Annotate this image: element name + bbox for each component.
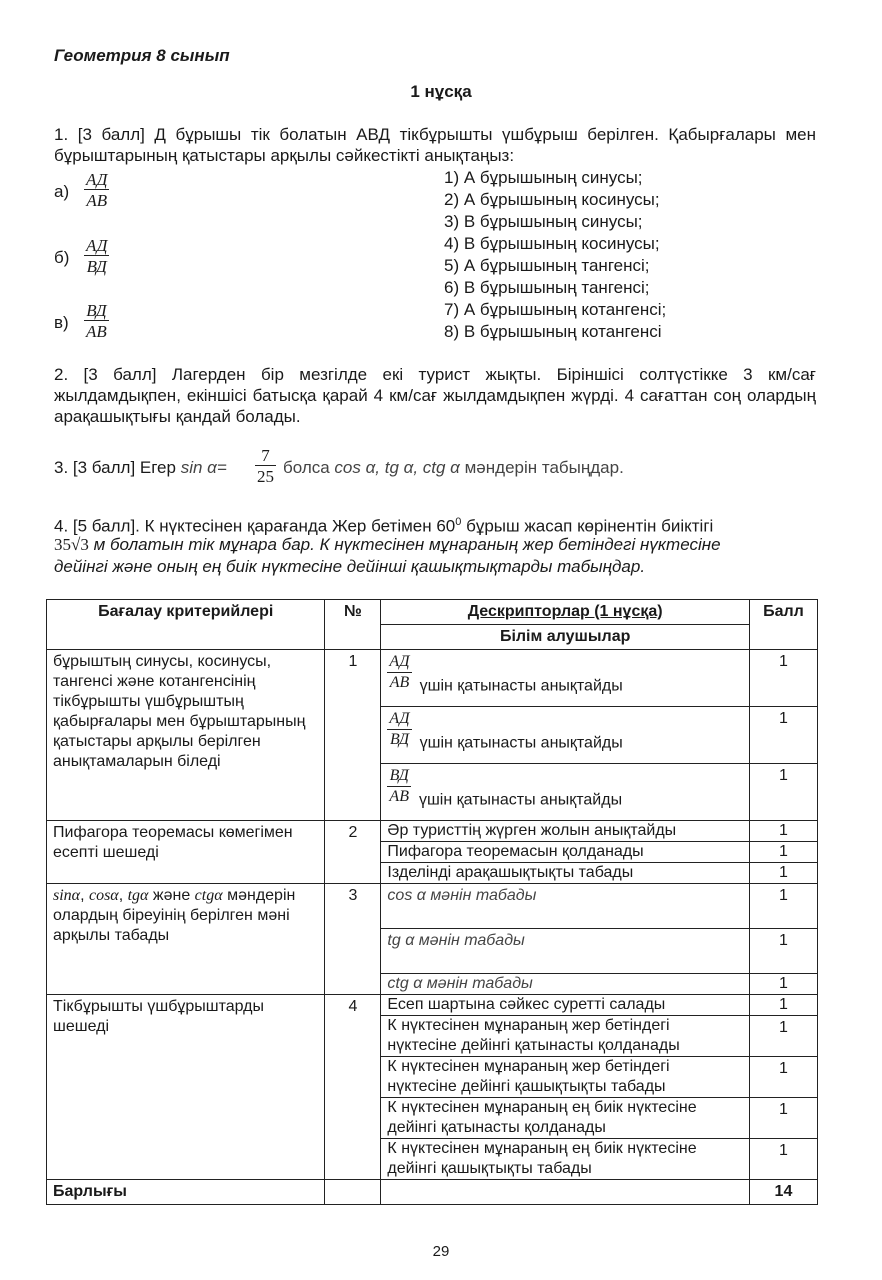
descriptor-fraction bbox=[387, 766, 411, 807]
question-4-line-2 bbox=[54, 535, 721, 555]
question-1-text: 1. [3 балл] Д бұрышы тік болатын АВД тікбұрышты үшбұрыш берілген. Қабырғалары мен бұрыштарының қатыстары арқылы сәйкестікті анықтаңыз: bbox=[54, 125, 816, 165]
q1-option-c-fraction bbox=[84, 301, 109, 342]
criterion-1-number: 1 bbox=[325, 650, 381, 821]
table-row bbox=[47, 650, 818, 707]
q1-option-c-label: в) bbox=[54, 313, 69, 332]
criterion-4-number: 4 bbox=[325, 995, 381, 1180]
assessment-table bbox=[46, 599, 818, 1205]
q3-funcs: cos α, tg α, ctg α bbox=[334, 458, 460, 477]
descriptor-points: 1 bbox=[749, 863, 817, 884]
q1-answer-item: 1) А бұрышының синусы; bbox=[444, 168, 643, 187]
header-criteria: Бағалау критерийлері bbox=[47, 600, 325, 650]
header-points: Балл bbox=[749, 600, 817, 650]
q1-option-b-label: б) bbox=[54, 248, 70, 267]
subject-title: Геометрия 8 сынып bbox=[54, 46, 230, 65]
descriptor-text: үшін қатынасты анықтайды bbox=[418, 791, 623, 809]
descriptor-3-2: tg α мәнін табады bbox=[381, 929, 749, 974]
descriptor-points: 1 bbox=[749, 995, 817, 1016]
table-row bbox=[47, 884, 818, 929]
table-total-row bbox=[47, 1180, 818, 1205]
crit3-and: және bbox=[148, 887, 195, 904]
table-row bbox=[47, 821, 818, 842]
q3-suffix bbox=[283, 458, 624, 478]
descriptor-4-2: К нүктесінен мұнараның жер бетіндегі нүктесіне дейінгі қатынасты қолданады bbox=[381, 1016, 749, 1057]
fraction-denominator: 25 bbox=[257, 467, 274, 486]
header-number: № bbox=[325, 600, 381, 650]
question-3-text bbox=[54, 458, 227, 478]
descriptor-points: 1 bbox=[749, 707, 817, 764]
criterion-3: sinα, cosα, tgα және ctgα мәндерін олардың біреуінің берілген мәні арқылы табады bbox=[47, 884, 325, 995]
fraction-numerator: АД bbox=[387, 652, 411, 673]
descriptor-points: 1 bbox=[749, 821, 817, 842]
header-learners: Білім алушылар bbox=[381, 625, 749, 650]
criterion-3-number: 3 bbox=[325, 884, 381, 995]
fraction-denominator: ВД bbox=[86, 257, 107, 276]
q1-option-b-fraction bbox=[84, 236, 109, 277]
q1-answer-item: 6) В бұрышының тангенсі; bbox=[444, 278, 650, 297]
q1-answer-item: 4) В бұрышының косинусы; bbox=[444, 234, 660, 253]
descriptor-points: 1 bbox=[749, 884, 817, 929]
descriptor-points: 1 bbox=[749, 1057, 817, 1098]
question-4-line-1 bbox=[54, 512, 713, 537]
fraction-numerator: АД bbox=[387, 709, 411, 730]
descriptor-1-1 bbox=[381, 650, 749, 707]
crit3-sin: sinα bbox=[53, 887, 81, 904]
total-label: Барлығы bbox=[47, 1180, 325, 1205]
descriptor-fraction bbox=[387, 709, 411, 750]
q3-suffix-end: мәндерін табыңдар. bbox=[459, 458, 624, 477]
descriptor-fraction bbox=[387, 652, 411, 693]
q1-answer-item: 3) В бұрышының синусы; bbox=[444, 212, 643, 231]
fraction-denominator: ВД bbox=[389, 731, 410, 748]
question-4-line-3: дейінгі және оның ең биік нүктесіне дейінші қашықтықтарды табыңдар. bbox=[54, 557, 646, 576]
fraction-denominator: АВ bbox=[86, 322, 107, 341]
descriptor-points: 1 bbox=[749, 1139, 817, 1180]
descriptor-2-2: Пифагора теоремасын қолданады bbox=[381, 842, 749, 863]
crit3-ctg: ctgα bbox=[194, 887, 223, 904]
descriptor-4-3: К нүктесінен мұнараның жер бетіндегі нүктесіне дейінгі қашықтықты табады bbox=[381, 1057, 749, 1098]
criterion-2: Пифагора теоремасы көмегімен есепті шешеді bbox=[47, 821, 325, 884]
question-2-text: 2. [3 балл] Лагерден бір мезгілде екі турист жықты. Біріншісі солтүстікке 3 км/сағ жылдамдықпен, екіншісі батысқа қарай 4 км/сағ жылдамдықпен жүрді. 4 сағаттан соң олардың арақашықтығы қандай болады. bbox=[54, 365, 816, 426]
descriptor-text: үшін қатынасты анықтайды bbox=[419, 677, 623, 695]
descriptor-4-4: К нүктесінен мұнараның ең биік нүктесіне дейінгі қатынасты қолданады bbox=[381, 1098, 749, 1139]
header-descriptors-label: Дескрипторлар (1 нұсқа) bbox=[467, 603, 663, 620]
total-points: 14 bbox=[749, 1180, 817, 1205]
total-descriptor-empty bbox=[381, 1180, 749, 1205]
page-number: 29 bbox=[432, 1243, 450, 1260]
descriptor-1-2 bbox=[381, 707, 749, 764]
crit3-cos: cosα bbox=[88, 887, 119, 904]
fraction-numerator: АД bbox=[86, 236, 108, 255]
fraction-denominator: АВ bbox=[86, 191, 108, 210]
fraction-numerator: ВД bbox=[387, 766, 411, 787]
descriptor-points: 1 bbox=[749, 1016, 817, 1057]
q4-height-value: 35√3 bbox=[54, 535, 89, 554]
q1-answer-list bbox=[444, 167, 666, 343]
descriptor-points: 1 bbox=[749, 974, 817, 995]
q3-sin: sin α= bbox=[180, 458, 227, 477]
q1-option-a-fraction bbox=[84, 170, 109, 211]
q4-line1-b: бұрыш жасап көрінентін биіктігі bbox=[461, 516, 714, 536]
fraction-denominator: АВ bbox=[389, 674, 410, 691]
q4-degree: 0 bbox=[455, 516, 462, 528]
total-number-empty bbox=[325, 1180, 381, 1205]
descriptor-2-3: Ізделінді арақашықтықты табады bbox=[381, 863, 749, 884]
q3-prefix: 3. [3 балл] Егер bbox=[54, 458, 181, 477]
criterion-4: Тікбұрышты үшбұрыштарды шешеді bbox=[47, 995, 325, 1180]
table-row bbox=[47, 995, 818, 1016]
criterion-1: бұрыштың синусы, косинусы, тангенсі және котангенсінің тікбұрышты үшбұрыштың қабырғалары мен бұрыштарының қатыстары арқылы берілген анықтамаларын біледі bbox=[47, 650, 325, 821]
descriptor-4-5: К нүктесінен мұнараның ең биік нүктесіне дейінгі қашықтықты табады bbox=[381, 1139, 749, 1180]
descriptor-points: 1 bbox=[749, 929, 817, 974]
criterion-2-number: 2 bbox=[325, 821, 381, 884]
descriptor-points: 1 bbox=[749, 650, 817, 707]
descriptor-4-1: Есеп шартына сәйкес суретті салады bbox=[381, 995, 749, 1016]
variant-title: 1 нұсқа bbox=[410, 82, 472, 101]
descriptor-3-3: ctg α мәнін табады bbox=[381, 974, 749, 995]
q1-answer-item: 5) А бұрышының тангенсі; bbox=[444, 256, 650, 275]
descriptor-1-3 bbox=[381, 764, 749, 821]
descriptor-2-1: Әр туристтің жүрген жолын анықтайды bbox=[381, 821, 749, 842]
q1-option-a-label: а) bbox=[54, 182, 70, 201]
q1-answer-item: 2) А бұрышының косинусы; bbox=[444, 190, 660, 209]
q1-answer-item: 8) В бұрышының котангенсі bbox=[444, 322, 662, 341]
table-header-row bbox=[47, 600, 818, 625]
header-descriptors bbox=[381, 600, 749, 625]
q3-suffix-plain: болса bbox=[283, 458, 335, 477]
descriptor-points: 1 bbox=[749, 764, 817, 821]
crit3-tg: tgα bbox=[127, 887, 149, 904]
crit3-rest: мәндерін олардың біреуінің берілген мәні арқылы табады bbox=[53, 887, 296, 944]
q3-fraction bbox=[255, 446, 276, 487]
descriptor-points: 1 bbox=[749, 842, 817, 863]
fraction-denominator: АВ bbox=[389, 788, 409, 805]
descriptor-text: үшін қатынасты анықтайды bbox=[419, 734, 623, 752]
fraction-numerator: АД bbox=[86, 170, 108, 189]
descriptor-points: 1 bbox=[749, 1098, 817, 1139]
fraction-numerator: 7 bbox=[255, 446, 276, 466]
q1-answer-item: 7) А бұрышының котангенсі; bbox=[444, 300, 667, 319]
q4-line1-a: 4. [5 балл]. К нүктесінен қарағанда Жер бетімен 60 bbox=[54, 516, 456, 536]
descriptor-3-1: cos α мәнін табады bbox=[381, 884, 749, 929]
q4-line2-rest: м болатын тік мұнара бар. К нүктесінен мұнараның жер бетіндегі нүктесіне bbox=[88, 535, 721, 554]
fraction-numerator: ВД bbox=[84, 301, 109, 321]
